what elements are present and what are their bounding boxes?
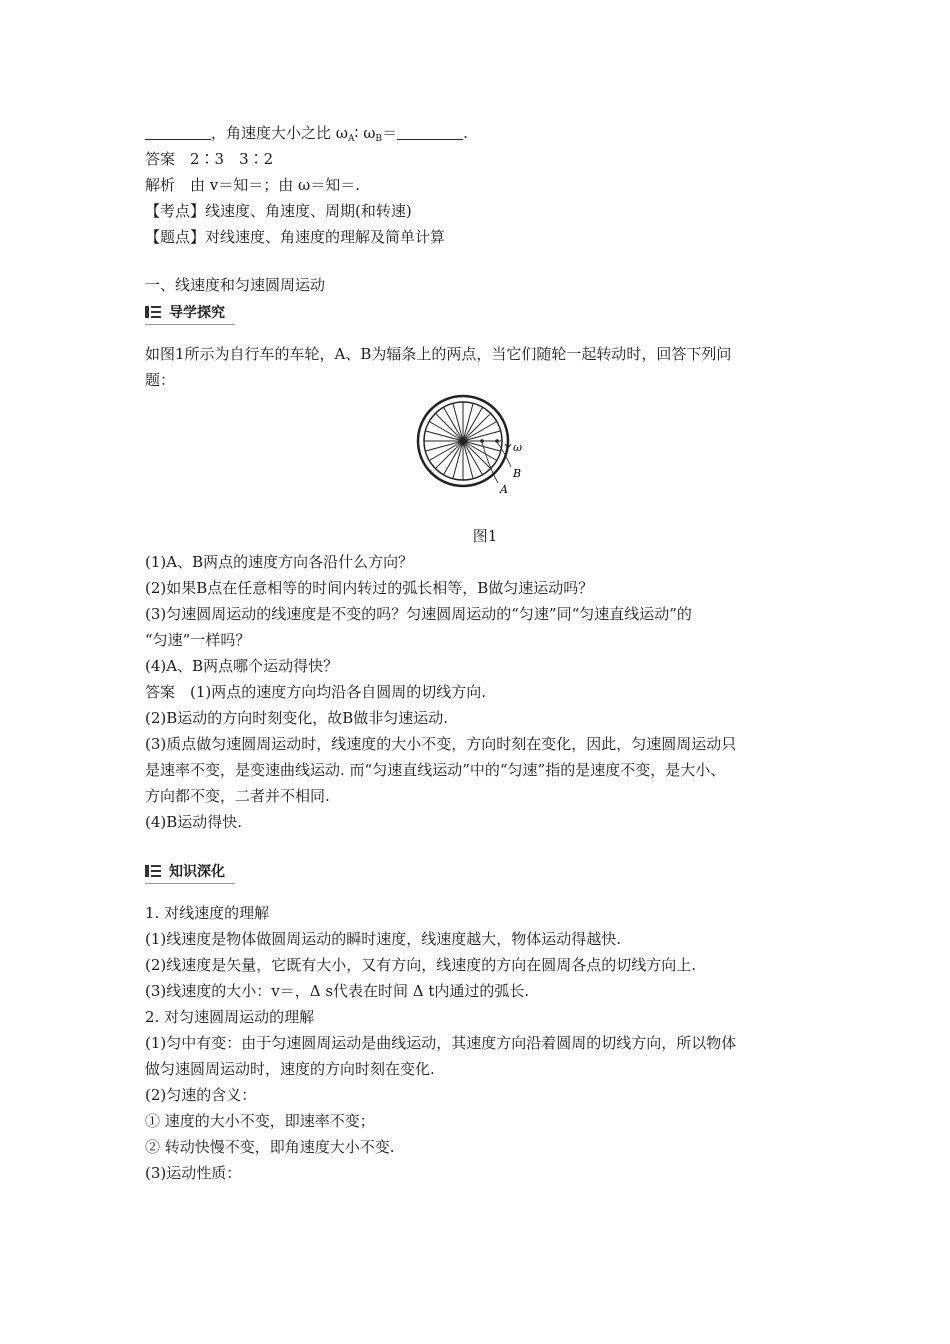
- answer-block-2: (2)B运动的方向时刻变化，故B做非匀速运动.: [145, 709, 449, 727]
- section-title-1: 一、线速度和匀速圆周运动: [145, 276, 326, 294]
- deepen-item: (2)匀速的含义：: [145, 1086, 257, 1104]
- list-icon: [145, 306, 161, 318]
- deepen-item: ① 速度的大小不变，即速率不变；: [145, 1112, 375, 1130]
- guided-inquiry-bar: [145, 300, 235, 325]
- deepen-item: (2)线速度是矢量，它既有大小，又有方向，线速度的方向在圆周各点的切线方向上.: [145, 956, 697, 974]
- label-a: A: [500, 483, 508, 496]
- answer-block-3c: 方向都不变，二者并不相同.: [145, 787, 330, 805]
- guided-inquiry-label: 导学探究: [169, 305, 225, 321]
- kaodian-label: 【考点】线速度、角速度、周期(和转速): [145, 202, 412, 220]
- answer-block-3b: 是速率不变，是变速曲线运动. 而“匀速直线运动”中的“匀速”指的是速度不变，是大小、: [145, 761, 726, 779]
- deepen-item: ② 转动快慢不变，即角速度大小不变.: [145, 1138, 395, 1156]
- answer-blank-2: [397, 123, 463, 140]
- deepen-item: (3)运动性质：: [145, 1164, 242, 1182]
- question-1: (1)A、B两点的速度方向各沿什么方向？: [145, 553, 414, 571]
- ratio-text: ，角速度大小之比 ω: [211, 124, 349, 142]
- deepen-item: (3)线速度的大小：v＝，Δ s代表在时间 Δ t内通过的弧长.: [145, 982, 530, 1000]
- ratio-line: [145, 120, 825, 146]
- ratio-colon: ∶ ω: [354, 124, 376, 142]
- ratio-equals: ＝: [382, 124, 398, 142]
- figure-caption: 图1: [472, 527, 498, 545]
- subscript-a: A: [348, 134, 355, 144]
- deepen-heading-1: 1. 对线速度的理解: [145, 904, 270, 922]
- subscript-b: B: [375, 134, 383, 144]
- question-3: (3)匀速圆周运动的线速度是不变的吗？匀速圆周运动的“匀速”同“匀速直线运动”的: [145, 605, 692, 623]
- deepen-item: 做匀速圆周运动时，速度的方向时刻在变化.: [145, 1060, 435, 1078]
- document-body: [145, 120, 825, 1186]
- answer-block-4: (4)B运动得快.: [145, 813, 243, 831]
- question-3-cont: “匀速”一样吗？: [145, 631, 251, 649]
- bicycle-wheel-diagram: [415, 393, 555, 521]
- answer-block-1: 答案 (1)两点的速度方向均沿各自圆周的切线方向.: [145, 683, 487, 701]
- analysis-1: 解析 由 v＝知＝；由 ω＝知＝.: [145, 176, 361, 194]
- answer-block-3: (3)质点做匀速圆周运动时，线速度的大小不变，方向时刻在变化，因此，匀速圆周运动只: [145, 735, 737, 753]
- tidian-label: 【题点】对线速度、角速度的理解及简单计算: [145, 228, 446, 246]
- label-omega: ω: [513, 441, 522, 454]
- intro-text-2: 题：: [145, 371, 176, 389]
- label-b: B: [513, 467, 522, 480]
- question-2: (2)如果B点在任意相等的时间内转过的弧长相等，B做匀速运动吗？: [145, 579, 594, 597]
- figure-1: [145, 393, 825, 523]
- intro-text: 如图1所示为自行车的车轮，A、B为辐条上的两点，当它们随轮一起转动时，回答下列问: [145, 345, 732, 363]
- knowledge-deepen-bar: [145, 859, 235, 884]
- deepen-heading-2: 2. 对匀速圆周运动的理解: [145, 1008, 315, 1026]
- deepen-item: (1)匀中有变：由于匀速圆周运动是曲线运动，其速度方向沿着圆周的切线方向，所以物体: [145, 1034, 737, 1052]
- knowledge-deepen-label: 知识深化: [169, 864, 225, 880]
- deepen-item: (1)线速度是物体做圆周运动的瞬时速度，线速度越大，物体运动得越快.: [145, 930, 622, 948]
- answer-blank-1: [145, 123, 211, 140]
- ratio-period: .: [463, 124, 468, 142]
- question-4: (4)A、B两点哪个运动得快？: [145, 657, 339, 675]
- answer-1: 答案 2∶3 3∶2: [145, 150, 274, 168]
- list-icon: [145, 865, 161, 877]
